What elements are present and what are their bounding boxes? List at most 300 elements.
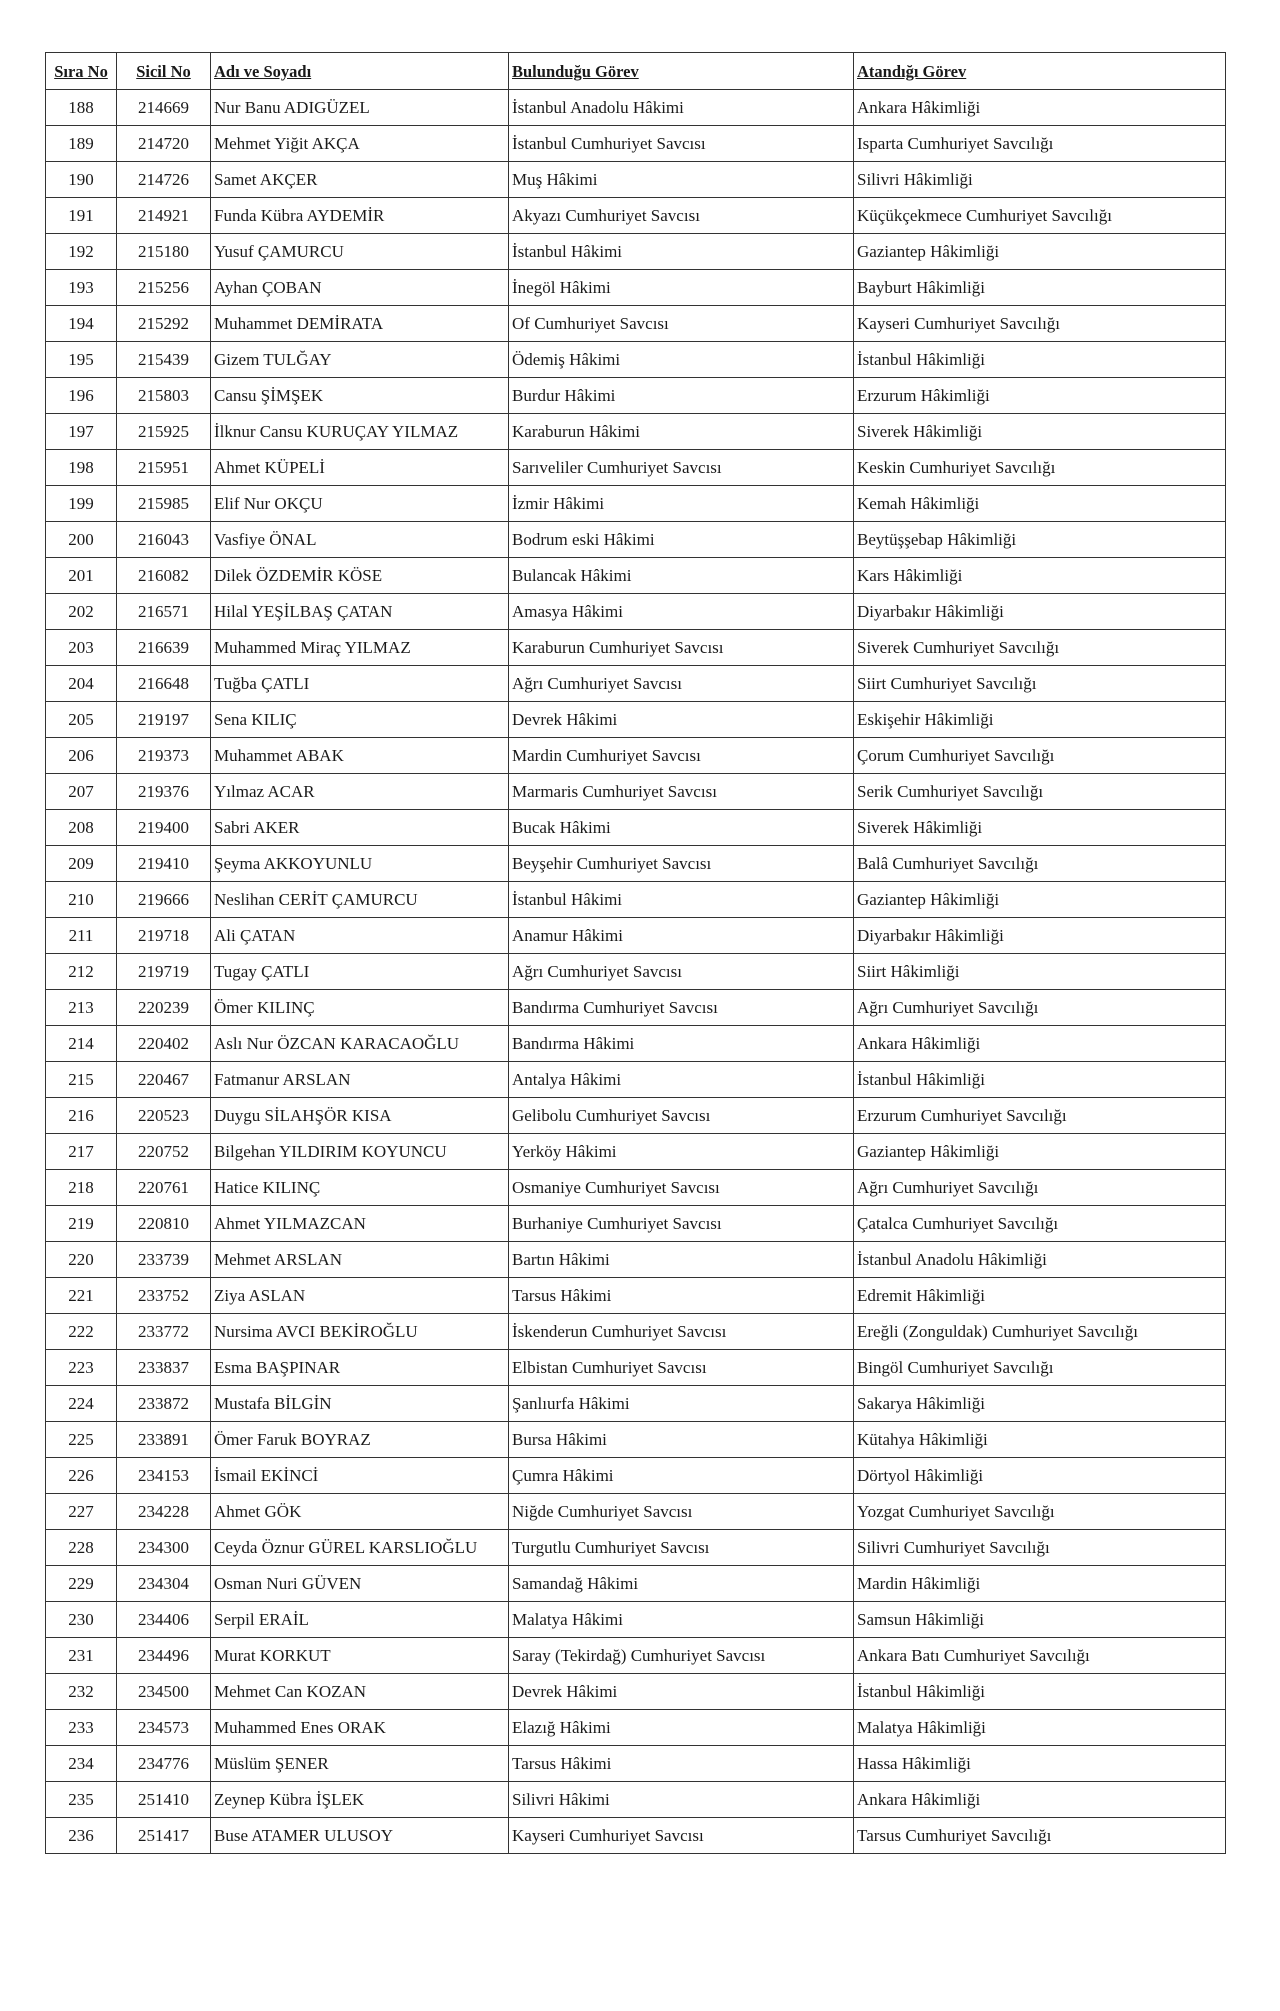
- sira-no-cell: 228: [46, 1530, 117, 1566]
- sira-no-cell: 216: [46, 1098, 117, 1134]
- assigned-post-cell: Balâ Cumhuriyet Savcılığı: [854, 846, 1226, 882]
- sira-no-cell: 208: [46, 810, 117, 846]
- sira-no-cell: 235: [46, 1782, 117, 1818]
- table-row: [46, 90, 1226, 126]
- sira-no-cell: 218: [46, 1170, 117, 1206]
- assigned-post-cell: Silivri Cumhuriyet Savcılığı: [854, 1530, 1226, 1566]
- sira-no-cell: 214: [46, 1026, 117, 1062]
- header-sira-no: Sıra No: [46, 53, 117, 90]
- sicil-no-cell: 219719: [117, 954, 211, 990]
- sicil-no-cell: 251410: [117, 1782, 211, 1818]
- name-cell: Duygu SİLAHŞÖR KISA: [211, 1098, 509, 1134]
- current-post-cell: Çumra Hâkimi: [509, 1458, 854, 1494]
- sicil-no-cell: 233739: [117, 1242, 211, 1278]
- table-row: [46, 234, 1226, 270]
- assigned-post-cell: Keskin Cumhuriyet Savcılığı: [854, 450, 1226, 486]
- assigned-post-cell: Bayburt Hâkimliği: [854, 270, 1226, 306]
- assignment-table: [45, 52, 1226, 1854]
- assigned-post-cell: Silivri Hâkimliği: [854, 162, 1226, 198]
- name-cell: Neslihan CERİT ÇAMURCU: [211, 882, 509, 918]
- assigned-post-cell: Hassa Hâkimliği: [854, 1746, 1226, 1782]
- assigned-post-cell: Edremit Hâkimliği: [854, 1278, 1226, 1314]
- table-row: [46, 666, 1226, 702]
- assigned-post-cell: Erzurum Cumhuriyet Savcılığı: [854, 1098, 1226, 1134]
- current-post-cell: İstanbul Hâkimi: [509, 234, 854, 270]
- assigned-post-cell: Ankara Hâkimliği: [854, 1782, 1226, 1818]
- sicil-no-cell: 234496: [117, 1638, 211, 1674]
- assigned-post-cell: Mardin Hâkimliği: [854, 1566, 1226, 1602]
- sicil-no-cell: 220239: [117, 990, 211, 1026]
- sira-no-cell: 209: [46, 846, 117, 882]
- sicil-no-cell: 215951: [117, 450, 211, 486]
- sicil-no-cell: 234573: [117, 1710, 211, 1746]
- table-body: [46, 90, 1226, 1854]
- sicil-no-cell: 234228: [117, 1494, 211, 1530]
- sicil-no-cell: 214720: [117, 126, 211, 162]
- sicil-no-cell: 220752: [117, 1134, 211, 1170]
- table-row: [46, 1134, 1226, 1170]
- assigned-post-cell: Siverek Hâkimliği: [854, 414, 1226, 450]
- current-post-cell: Antalya Hâkimi: [509, 1062, 854, 1098]
- current-post-cell: İskenderun Cumhuriyet Savcısı: [509, 1314, 854, 1350]
- assigned-post-cell: İstanbul Anadolu Hâkimliği: [854, 1242, 1226, 1278]
- assigned-post-cell: Çatalca Cumhuriyet Savcılığı: [854, 1206, 1226, 1242]
- sicil-no-cell: 233772: [117, 1314, 211, 1350]
- sira-no-cell: 207: [46, 774, 117, 810]
- sicil-no-cell: 220467: [117, 1062, 211, 1098]
- table-row: [46, 126, 1226, 162]
- header-assigned-post: Atandığı Görev: [854, 53, 1226, 90]
- sira-no-cell: 221: [46, 1278, 117, 1314]
- sira-no-cell: 226: [46, 1458, 117, 1494]
- document-page: [45, 52, 1225, 1854]
- current-post-cell: Anamur Hâkimi: [509, 918, 854, 954]
- current-post-cell: Kayseri Cumhuriyet Savcısı: [509, 1818, 854, 1854]
- sicil-no-cell: 216648: [117, 666, 211, 702]
- table-row: [46, 270, 1226, 306]
- assigned-post-cell: Isparta Cumhuriyet Savcılığı: [854, 126, 1226, 162]
- name-cell: Hatice KILINÇ: [211, 1170, 509, 1206]
- table-row: [46, 1566, 1226, 1602]
- header-current-post: Bulunduğu Görev: [509, 53, 854, 90]
- sira-no-cell: 231: [46, 1638, 117, 1674]
- name-cell: Muhammet ABAK: [211, 738, 509, 774]
- table-row: [46, 1386, 1226, 1422]
- name-cell: Ziya ASLAN: [211, 1278, 509, 1314]
- current-post-cell: İstanbul Anadolu Hâkimi: [509, 90, 854, 126]
- current-post-cell: Bandırma Cumhuriyet Savcısı: [509, 990, 854, 1026]
- sicil-no-cell: 214669: [117, 90, 211, 126]
- table-row: [46, 1098, 1226, 1134]
- table-row: [46, 1530, 1226, 1566]
- current-post-cell: Ağrı Cumhuriyet Savcısı: [509, 954, 854, 990]
- assigned-post-cell: Ankara Hâkimliği: [854, 90, 1226, 126]
- table-row: [46, 810, 1226, 846]
- sira-no-cell: 196: [46, 378, 117, 414]
- current-post-cell: Elazığ Hâkimi: [509, 1710, 854, 1746]
- sira-no-cell: 223: [46, 1350, 117, 1386]
- current-post-cell: Akyazı Cumhuriyet Savcısı: [509, 198, 854, 234]
- table-row: [46, 558, 1226, 594]
- sicil-no-cell: 215925: [117, 414, 211, 450]
- current-post-cell: Ağrı Cumhuriyet Savcısı: [509, 666, 854, 702]
- sira-no-cell: 215: [46, 1062, 117, 1098]
- sira-no-cell: 224: [46, 1386, 117, 1422]
- current-post-cell: Tarsus Hâkimi: [509, 1278, 854, 1314]
- assigned-post-cell: Küçükçekmece Cumhuriyet Savcılığı: [854, 198, 1226, 234]
- assigned-post-cell: Gaziantep Hâkimliği: [854, 882, 1226, 918]
- sira-no-cell: 194: [46, 306, 117, 342]
- name-cell: Nur Banu ADIGÜZEL: [211, 90, 509, 126]
- table-row: [46, 414, 1226, 450]
- sira-no-cell: 195: [46, 342, 117, 378]
- assigned-post-cell: Ağrı Cumhuriyet Savcılığı: [854, 1170, 1226, 1206]
- name-cell: Esma BAŞPINAR: [211, 1350, 509, 1386]
- table-row: [46, 1170, 1226, 1206]
- table-row: [46, 1782, 1226, 1818]
- sicil-no-cell: 219373: [117, 738, 211, 774]
- sira-no-cell: 198: [46, 450, 117, 486]
- sicil-no-cell: 219197: [117, 702, 211, 738]
- table-row: [46, 306, 1226, 342]
- current-post-cell: Malatya Hâkimi: [509, 1602, 854, 1638]
- name-cell: Ahmet YILMAZCAN: [211, 1206, 509, 1242]
- name-cell: Muhammed Enes ORAK: [211, 1710, 509, 1746]
- current-post-cell: Bandırma Hâkimi: [509, 1026, 854, 1062]
- name-cell: Ayhan ÇOBAN: [211, 270, 509, 306]
- name-cell: Mustafa BİLGİN: [211, 1386, 509, 1422]
- name-cell: Fatmanur ARSLAN: [211, 1062, 509, 1098]
- name-cell: Ömer KILINÇ: [211, 990, 509, 1026]
- name-cell: Ömer Faruk BOYRAZ: [211, 1422, 509, 1458]
- current-post-cell: Of Cumhuriyet Savcısı: [509, 306, 854, 342]
- name-cell: Samet AKÇER: [211, 162, 509, 198]
- sira-no-cell: 206: [46, 738, 117, 774]
- table-row: [46, 1350, 1226, 1386]
- assigned-post-cell: Diyarbakır Hâkimliği: [854, 918, 1226, 954]
- assigned-post-cell: Diyarbakır Hâkimliği: [854, 594, 1226, 630]
- sira-no-cell: 233: [46, 1710, 117, 1746]
- name-cell: Zeynep Kübra İŞLEK: [211, 1782, 509, 1818]
- current-post-cell: Marmaris Cumhuriyet Savcısı: [509, 774, 854, 810]
- sira-no-cell: 212: [46, 954, 117, 990]
- table-row: [46, 1494, 1226, 1530]
- name-cell: Elif Nur OKÇU: [211, 486, 509, 522]
- assigned-post-cell: Ankara Batı Cumhuriyet Savcılığı: [854, 1638, 1226, 1674]
- sira-no-cell: 200: [46, 522, 117, 558]
- sicil-no-cell: 234304: [117, 1566, 211, 1602]
- assigned-post-cell: Malatya Hâkimliği: [854, 1710, 1226, 1746]
- name-cell: Cansu ŞİMŞEK: [211, 378, 509, 414]
- current-post-cell: Karaburun Hâkimi: [509, 414, 854, 450]
- sira-no-cell: 191: [46, 198, 117, 234]
- name-cell: Gizem TULĞAY: [211, 342, 509, 378]
- assigned-post-cell: Kütahya Hâkimliği: [854, 1422, 1226, 1458]
- assigned-post-cell: Kemah Hâkimliği: [854, 486, 1226, 522]
- sira-no-cell: 213: [46, 990, 117, 1026]
- table-row: [46, 918, 1226, 954]
- table-row: [46, 1026, 1226, 1062]
- assigned-post-cell: Siirt Hâkimliği: [854, 954, 1226, 990]
- sira-no-cell: 188: [46, 90, 117, 126]
- sira-no-cell: 236: [46, 1818, 117, 1854]
- table-row: [46, 378, 1226, 414]
- current-post-cell: Beyşehir Cumhuriyet Savcısı: [509, 846, 854, 882]
- name-cell: Nursima AVCI BEKİROĞLU: [211, 1314, 509, 1350]
- current-post-cell: Bursa Hâkimi: [509, 1422, 854, 1458]
- table-header: [46, 53, 1226, 90]
- sira-no-cell: 211: [46, 918, 117, 954]
- sicil-no-cell: 215803: [117, 378, 211, 414]
- current-post-cell: Devrek Hâkimi: [509, 1674, 854, 1710]
- name-cell: Muhammed Miraç YILMAZ: [211, 630, 509, 666]
- sira-no-cell: 219: [46, 1206, 117, 1242]
- table-row: [46, 342, 1226, 378]
- current-post-cell: Elbistan Cumhuriyet Savcısı: [509, 1350, 854, 1386]
- sira-no-cell: 193: [46, 270, 117, 306]
- table-row: [46, 594, 1226, 630]
- name-cell: Tugay ÇATLI: [211, 954, 509, 990]
- sicil-no-cell: 220810: [117, 1206, 211, 1242]
- sira-no-cell: 199: [46, 486, 117, 522]
- sira-no-cell: 202: [46, 594, 117, 630]
- sicil-no-cell: 233752: [117, 1278, 211, 1314]
- header-sicil-no: Sicil No: [117, 53, 211, 90]
- table-row: [46, 1314, 1226, 1350]
- table-row: [46, 198, 1226, 234]
- name-cell: Hilal YEŞİLBAŞ ÇATAN: [211, 594, 509, 630]
- sicil-no-cell: 234406: [117, 1602, 211, 1638]
- sicil-no-cell: 219718: [117, 918, 211, 954]
- current-post-cell: Bartın Hâkimi: [509, 1242, 854, 1278]
- current-post-cell: Samandağ Hâkimi: [509, 1566, 854, 1602]
- sicil-no-cell: 214726: [117, 162, 211, 198]
- assigned-post-cell: Siverek Cumhuriyet Savcılığı: [854, 630, 1226, 666]
- sicil-no-cell: 214921: [117, 198, 211, 234]
- assigned-post-cell: İstanbul Hâkimliği: [854, 342, 1226, 378]
- sicil-no-cell: 215439: [117, 342, 211, 378]
- sira-no-cell: 217: [46, 1134, 117, 1170]
- table-row: [46, 1242, 1226, 1278]
- table-row: [46, 1710, 1226, 1746]
- sicil-no-cell: 216639: [117, 630, 211, 666]
- table-row: [46, 450, 1226, 486]
- assigned-post-cell: Erzurum Hâkimliği: [854, 378, 1226, 414]
- table-row: [46, 630, 1226, 666]
- current-post-cell: Muş Hâkimi: [509, 162, 854, 198]
- assigned-post-cell: Kayseri Cumhuriyet Savcılığı: [854, 306, 1226, 342]
- table-row: [46, 1206, 1226, 1242]
- sira-no-cell: 204: [46, 666, 117, 702]
- sicil-no-cell: 215985: [117, 486, 211, 522]
- table-row: [46, 486, 1226, 522]
- table-row: [46, 882, 1226, 918]
- sicil-no-cell: 219410: [117, 846, 211, 882]
- name-cell: Mehmet Yiğit AKÇA: [211, 126, 509, 162]
- assigned-post-cell: Ereğli (Zonguldak) Cumhuriyet Savcılığı: [854, 1314, 1226, 1350]
- sira-no-cell: 222: [46, 1314, 117, 1350]
- name-cell: Yusuf ÇAMURCU: [211, 234, 509, 270]
- current-post-cell: İstanbul Cumhuriyet Savcısı: [509, 126, 854, 162]
- assigned-post-cell: Beytüşşebap Hâkimliği: [854, 522, 1226, 558]
- name-cell: Ahmet GÖK: [211, 1494, 509, 1530]
- table-row: [46, 1638, 1226, 1674]
- name-cell: Murat KORKUT: [211, 1638, 509, 1674]
- table-row: [46, 1818, 1226, 1854]
- sira-no-cell: 201: [46, 558, 117, 594]
- sicil-no-cell: 219400: [117, 810, 211, 846]
- name-cell: Sena KILIÇ: [211, 702, 509, 738]
- sicil-no-cell: 219666: [117, 882, 211, 918]
- sira-no-cell: 197: [46, 414, 117, 450]
- current-post-cell: Mardin Cumhuriyet Savcısı: [509, 738, 854, 774]
- current-post-cell: İnegöl Hâkimi: [509, 270, 854, 306]
- name-cell: Yılmaz ACAR: [211, 774, 509, 810]
- assigned-post-cell: Samsun Hâkimliği: [854, 1602, 1226, 1638]
- sira-no-cell: 227: [46, 1494, 117, 1530]
- assigned-post-cell: Çorum Cumhuriyet Savcılığı: [854, 738, 1226, 774]
- name-cell: Müslüm ŞENER: [211, 1746, 509, 1782]
- name-cell: Funda Kübra AYDEMİR: [211, 198, 509, 234]
- current-post-cell: Devrek Hâkimi: [509, 702, 854, 738]
- sira-no-cell: 189: [46, 126, 117, 162]
- table-row: [46, 954, 1226, 990]
- current-post-cell: Yerköy Hâkimi: [509, 1134, 854, 1170]
- current-post-cell: Bodrum eski Hâkimi: [509, 522, 854, 558]
- current-post-cell: İzmir Hâkimi: [509, 486, 854, 522]
- current-post-cell: Karaburun Cumhuriyet Savcısı: [509, 630, 854, 666]
- current-post-cell: Silivri Hâkimi: [509, 1782, 854, 1818]
- sicil-no-cell: 233891: [117, 1422, 211, 1458]
- assigned-post-cell: Gaziantep Hâkimliği: [854, 234, 1226, 270]
- sicil-no-cell: 220523: [117, 1098, 211, 1134]
- assigned-post-cell: Yozgat Cumhuriyet Savcılığı: [854, 1494, 1226, 1530]
- assigned-post-cell: Gaziantep Hâkimliği: [854, 1134, 1226, 1170]
- table-row: [46, 702, 1226, 738]
- sira-no-cell: 210: [46, 882, 117, 918]
- table-row: [46, 1422, 1226, 1458]
- name-cell: Bilgehan YILDIRIM KOYUNCU: [211, 1134, 509, 1170]
- sira-no-cell: 225: [46, 1422, 117, 1458]
- assigned-post-cell: İstanbul Hâkimliği: [854, 1674, 1226, 1710]
- header-row: [46, 53, 1226, 90]
- table-row: [46, 1458, 1226, 1494]
- current-post-cell: Osmaniye Cumhuriyet Savcısı: [509, 1170, 854, 1206]
- name-cell: Mehmet ARSLAN: [211, 1242, 509, 1278]
- current-post-cell: Turgutlu Cumhuriyet Savcısı: [509, 1530, 854, 1566]
- sira-no-cell: 220: [46, 1242, 117, 1278]
- sicil-no-cell: 215292: [117, 306, 211, 342]
- sicil-no-cell: 219376: [117, 774, 211, 810]
- name-cell: Serpil ERAİL: [211, 1602, 509, 1638]
- header-name: Adı ve Soyadı: [211, 53, 509, 90]
- name-cell: Sabri AKER: [211, 810, 509, 846]
- assigned-post-cell: Tarsus Cumhuriyet Savcılığı: [854, 1818, 1226, 1854]
- assigned-post-cell: Kars Hâkimliği: [854, 558, 1226, 594]
- sicil-no-cell: 234776: [117, 1746, 211, 1782]
- name-cell: Buse ATAMER ULUSOY: [211, 1818, 509, 1854]
- name-cell: Vasfiye ÖNAL: [211, 522, 509, 558]
- current-post-cell: Niğde Cumhuriyet Savcısı: [509, 1494, 854, 1530]
- assigned-post-cell: Dörtyol Hâkimliği: [854, 1458, 1226, 1494]
- name-cell: İlknur Cansu KURUÇAY YILMAZ: [211, 414, 509, 450]
- table-row: [46, 162, 1226, 198]
- assigned-post-cell: İstanbul Hâkimliği: [854, 1062, 1226, 1098]
- name-cell: Tuğba ÇATLI: [211, 666, 509, 702]
- name-cell: Dilek ÖZDEMİR KÖSE: [211, 558, 509, 594]
- current-post-cell: Tarsus Hâkimi: [509, 1746, 854, 1782]
- current-post-cell: Gelibolu Cumhuriyet Savcısı: [509, 1098, 854, 1134]
- table-row: [46, 1746, 1226, 1782]
- sicil-no-cell: 233837: [117, 1350, 211, 1386]
- current-post-cell: Bucak Hâkimi: [509, 810, 854, 846]
- sicil-no-cell: 220402: [117, 1026, 211, 1062]
- sira-no-cell: 230: [46, 1602, 117, 1638]
- sicil-no-cell: 216082: [117, 558, 211, 594]
- current-post-cell: Burdur Hâkimi: [509, 378, 854, 414]
- sicil-no-cell: 215180: [117, 234, 211, 270]
- table-row: [46, 774, 1226, 810]
- sira-no-cell: 232: [46, 1674, 117, 1710]
- name-cell: Mehmet Can KOZAN: [211, 1674, 509, 1710]
- sicil-no-cell: 220761: [117, 1170, 211, 1206]
- assigned-post-cell: Ağrı Cumhuriyet Savcılığı: [854, 990, 1226, 1026]
- table-row: [46, 1062, 1226, 1098]
- assigned-post-cell: Ankara Hâkimliği: [854, 1026, 1226, 1062]
- sicil-no-cell: 216043: [117, 522, 211, 558]
- assigned-post-cell: Siverek Hâkimliği: [854, 810, 1226, 846]
- sicil-no-cell: 233872: [117, 1386, 211, 1422]
- table-row: [46, 846, 1226, 882]
- name-cell: Ahmet KÜPELİ: [211, 450, 509, 486]
- sira-no-cell: 190: [46, 162, 117, 198]
- sira-no-cell: 203: [46, 630, 117, 666]
- current-post-cell: Şanlıurfa Hâkimi: [509, 1386, 854, 1422]
- current-post-cell: Amasya Hâkimi: [509, 594, 854, 630]
- current-post-cell: İstanbul Hâkimi: [509, 882, 854, 918]
- table-row: [46, 1674, 1226, 1710]
- name-cell: Ali ÇATAN: [211, 918, 509, 954]
- assigned-post-cell: Serik Cumhuriyet Savcılığı: [854, 774, 1226, 810]
- sicil-no-cell: 216571: [117, 594, 211, 630]
- name-cell: İsmail EKİNCİ: [211, 1458, 509, 1494]
- name-cell: Şeyma AKKOYUNLU: [211, 846, 509, 882]
- current-post-cell: Burhaniye Cumhuriyet Savcısı: [509, 1206, 854, 1242]
- sira-no-cell: 192: [46, 234, 117, 270]
- assigned-post-cell: Siirt Cumhuriyet Savcılığı: [854, 666, 1226, 702]
- name-cell: Muhammet DEMİRATA: [211, 306, 509, 342]
- current-post-cell: Bulancak Hâkimi: [509, 558, 854, 594]
- sicil-no-cell: 234153: [117, 1458, 211, 1494]
- table-row: [46, 522, 1226, 558]
- name-cell: Osman Nuri GÜVEN: [211, 1566, 509, 1602]
- table-row: [46, 738, 1226, 774]
- current-post-cell: Saray (Tekirdağ) Cumhuriyet Savcısı: [509, 1638, 854, 1674]
- assigned-post-cell: Sakarya Hâkimliği: [854, 1386, 1226, 1422]
- current-post-cell: Sarıveliler Cumhuriyet Savcısı: [509, 450, 854, 486]
- sira-no-cell: 229: [46, 1566, 117, 1602]
- name-cell: Aslı Nur ÖZCAN KARACAOĞLU: [211, 1026, 509, 1062]
- sicil-no-cell: 251417: [117, 1818, 211, 1854]
- current-post-cell: Ödemiş Hâkimi: [509, 342, 854, 378]
- sicil-no-cell: 234500: [117, 1674, 211, 1710]
- sira-no-cell: 234: [46, 1746, 117, 1782]
- sicil-no-cell: 215256: [117, 270, 211, 306]
- table-row: [46, 1278, 1226, 1314]
- table-row: [46, 990, 1226, 1026]
- sicil-no-cell: 234300: [117, 1530, 211, 1566]
- assigned-post-cell: Eskişehir Hâkimliği: [854, 702, 1226, 738]
